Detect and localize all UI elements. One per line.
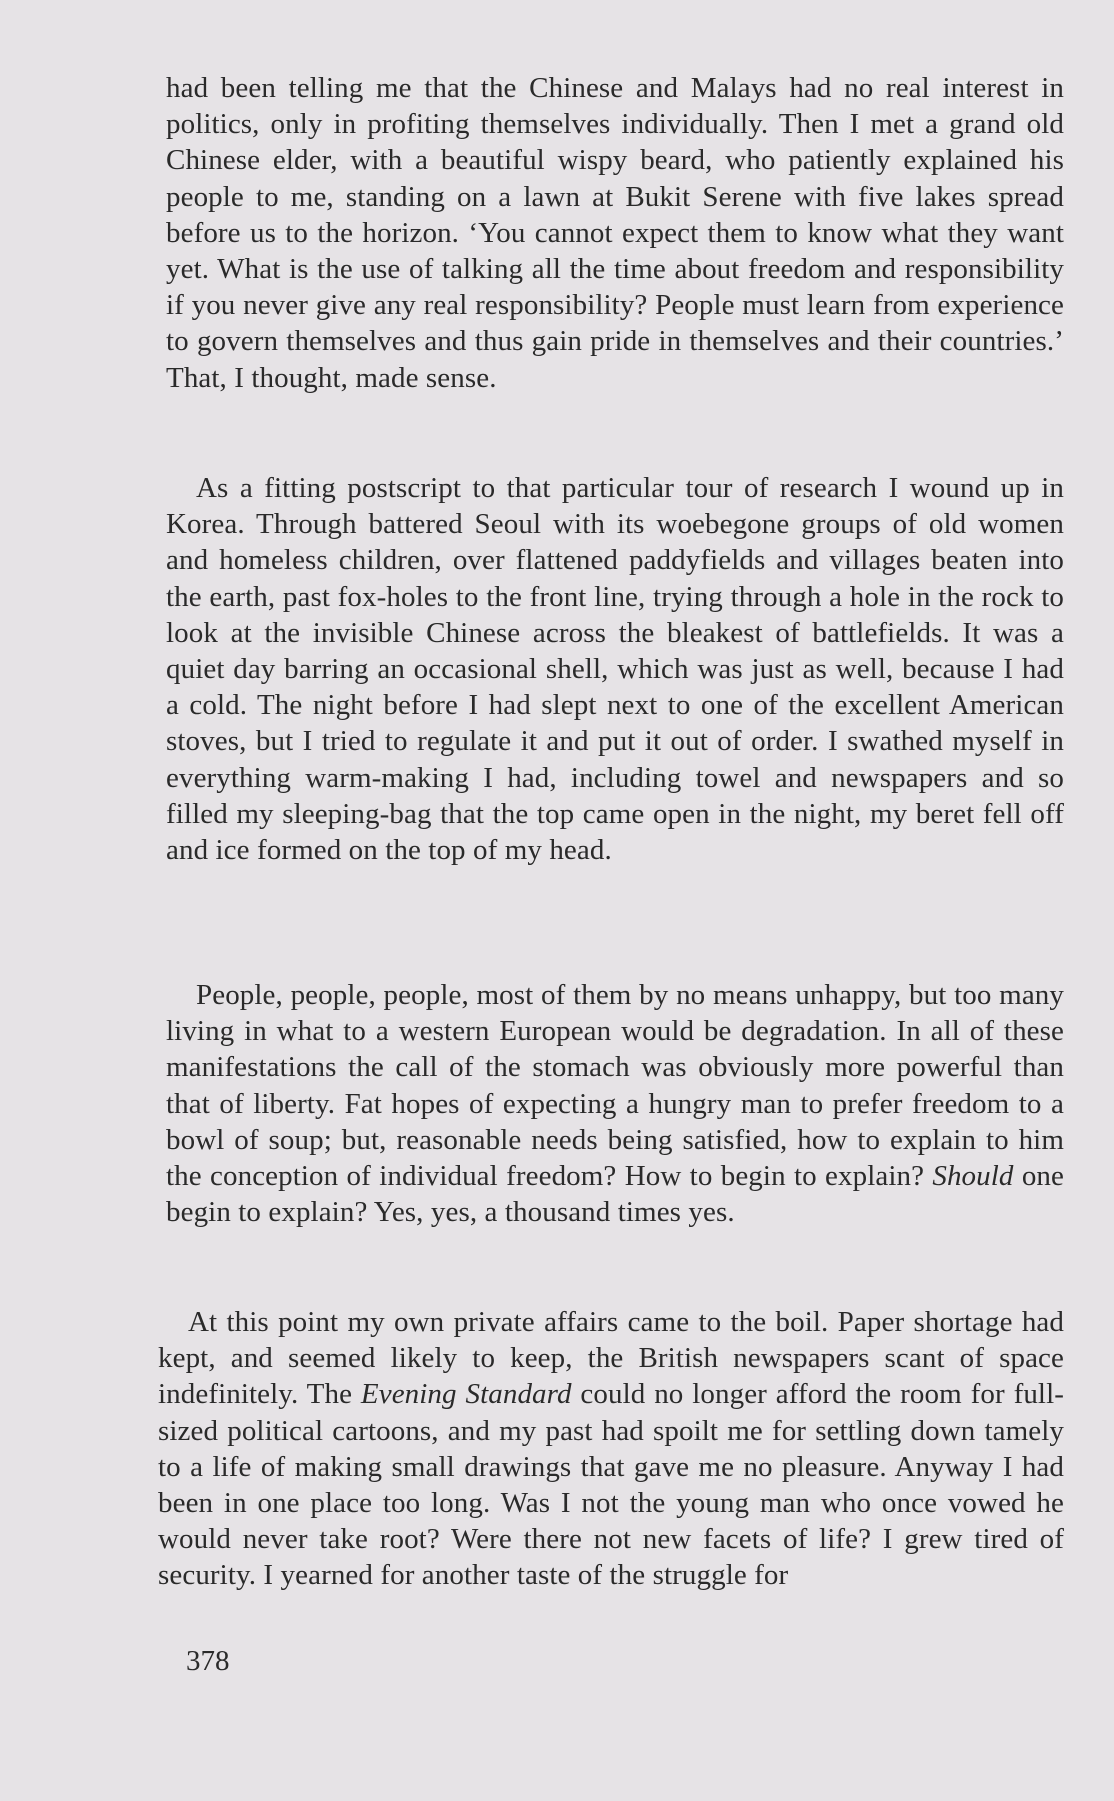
paragraph-3-emphasis: Should bbox=[932, 1160, 1014, 1193]
paragraph-2 bbox=[166, 470, 1064, 868]
paragraph-3-text bbox=[166, 977, 1064, 1230]
paragraph-2-text: As a fitting postscript to that particular tour of research I wound up in Korea. Through battered Seoul with its woebegone groups of old women and homeless children, over flattened paddyfields and villages beaten into the earth, past fox-holes to the front line, trying through a hole in the rock to look at the invisible Chinese across the bleakest of battlefields. It was a quiet day barring an occasional shell, which was just as well, because I had a cold. The night before I had slept next to one of the excellent American stoves, but I tried to regulate it and put it out of order. I swathed myself in everything warm-making I had, including towel and newspapers and so filled my sleeping-bag that the top came open in the night, my beret fell off and ice formed on the top of my head. bbox=[166, 472, 1064, 867]
paragraph-3 bbox=[166, 977, 1064, 1230]
paragraph-4 bbox=[158, 1304, 1064, 1594]
page-number: 378 bbox=[186, 1645, 230, 1677]
paragraph-3-part-b: one begin to explain? Yes, yes, a thousand times yes. bbox=[166, 1160, 1065, 1229]
paragraph-4-text bbox=[158, 1304, 1064, 1594]
paragraph-1 bbox=[166, 70, 1064, 396]
paragraph-3-part-a: People, people, people, most of them by no means unhappy, but too many living in what to a western European would be degradation. In all of these manifestations the call of the stomach was obviously more powerful than that of liberty. Fat hopes of expecting a hungry man to prefer freedom to a bowl of soup; but, reasonable needs being satisfied, how to explain to him the conception of individual freedom? How to begin to explain? bbox=[166, 979, 1064, 1193]
paragraph-4-part-a: At this point my own private affairs came to the boil. Paper shortage had kept, and seemed likely to keep, the British newspapers scant of space indefinitely. The bbox=[158, 1306, 1064, 1411]
paragraph-4-part-b: could no longer afford the room for full-sized political cartoons, and my past had spoilt me for settling down tamely to a life of making small drawings that gave me no pleasure. Anyway I had been in one place too long. Was I not the young man who once vowed he would never take root? Were there not new facets of life? I grew tired of security. I yearned for another taste of the struggle for bbox=[158, 1378, 1064, 1592]
paragraph-1-text: had been telling me that the Chinese and Malays had no real interest in politics, only in profiting themselves individually. Then I met a grand old Chinese elder, with a beautiful wispy beard, who patiently explained his people to me, standing on a lawn at Bukit Serene with five lakes spread before us to the horizon. ‘You cannot expect them to know what they want yet. What is the use of talking all the time about freedom and responsibility if you never give any real responsibility? People must learn from experience to govern themselves and thus gain pride in themselves and their countries.’ That, I thought, made sense. bbox=[166, 72, 1064, 394]
paragraph-4-emphasis: Evening Standard bbox=[360, 1378, 572, 1411]
